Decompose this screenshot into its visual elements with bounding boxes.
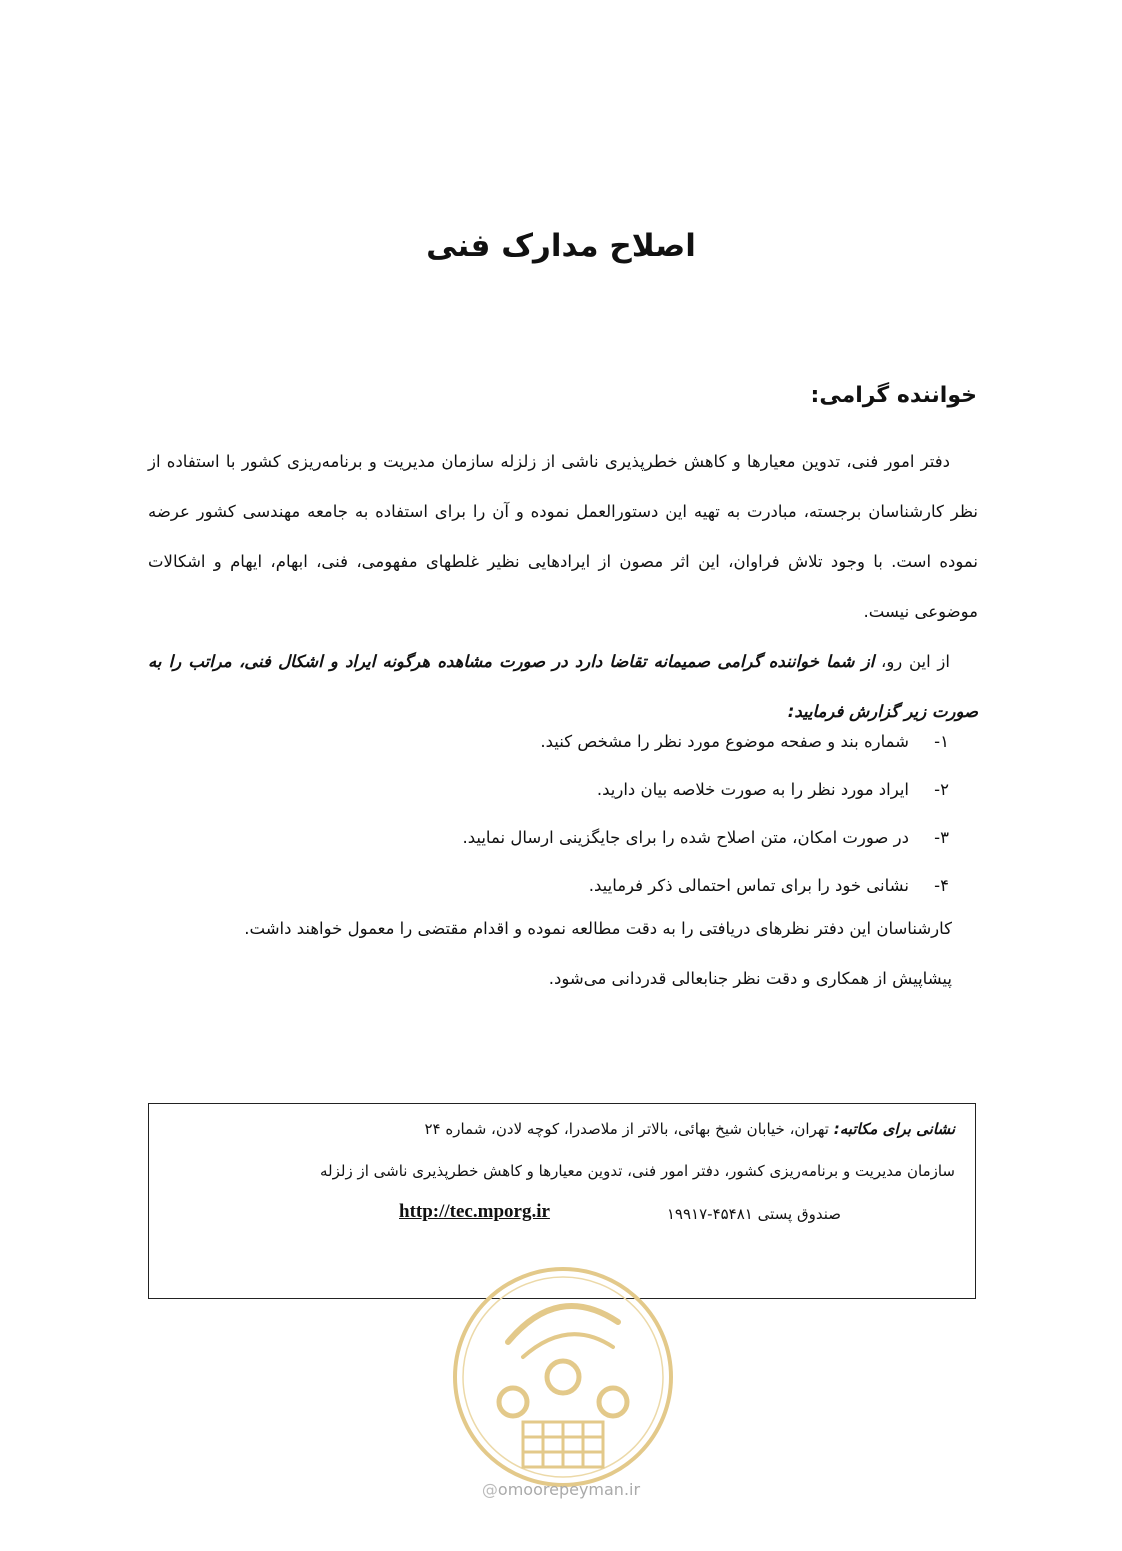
watermark-text [0,1480,1122,1499]
list-item [197,814,977,862]
list-item [197,718,977,766]
list-item-text: ایراد مورد نظر را به صورت خلاصه بیان دارید. [596,780,909,799]
watermark-site: omoorepeyman.ir [497,1480,641,1499]
page-title: اصلاح مدارک فنی [426,228,696,264]
instructions-list [197,718,977,910]
body-text [148,437,978,737]
list-item-number: ۲- [934,780,949,799]
website-link[interactable]: http://tec.mporg.ir [399,1201,550,1222]
list-item-text: در صورت امکان، متن اصلاح شده را برای جایگزینی ارسال نمایید. [462,828,909,847]
address-label: نشانی برای مکاتبه: [833,1120,955,1138]
closing-text [244,904,952,1004]
list-item-number: ۴- [934,876,949,895]
paragraph-intro: دفتر امور فنی، تدوین معیارها و کاهش خطرپذیری ناشی از زلزله سازمان مدیریت و برنامه‌ریزی کشور با استفاده از نظر کارشناسان برجسته، مبادرت به تهیه این دستورالعمل نموده و آن را برای استفاده به جامعه مهندسی کشور عرضه نموده است. با وجود تلاش فراوان، این اثر مصون از ایرادهایی نظیر غلطهای مفهومی، فنی، ابهام، ایهام و اشکالات موضوعی نیست. [148,452,978,621]
watermark-logo-icon [448,1262,678,1492]
address-street-line [424,1120,955,1138]
po-box: صندوق پستی ۴۵۴۸۱-۱۹۹۱۷ [666,1205,841,1223]
list-item [197,766,977,814]
list-item-number: ۱- [934,732,949,751]
closing-line-thanks: پیشاپیش از همکاری و دقت نظر جنابعالی قدردانی می‌شود. [548,969,952,988]
at-sign-icon: @ [481,1480,498,1499]
address-street: تهران، خیابان شیخ بهائی، بالاتر از ملاصدرا، کوچه لادن، شماره ۲۴ [424,1120,829,1138]
list-item [197,862,977,910]
request-emphasis: از شما خواننده گرامی صمیمانه تقاضا دارد در صورت مشاهده هرگونه ایراد و اشکال فنی، مراتب را به صورت زیر گزارش فرمایید: [148,652,978,721]
salutation: خواننده گرامی: [810,383,977,408]
request-lead: از این رو، [881,652,950,671]
closing-line-review: کارشناسان این دفتر نظرهای دریافتی را به دقت مطالعه نموده و اقدام مقتضی را معمول خواهند داشت. [244,919,952,938]
list-item-number: ۳- [934,828,949,847]
address-organization: سازمان مدیریت و برنامه‌ریزی کشور، دفتر امور فنی، تدوین معیارها و کاهش خطرپذیری ناشی از زلزله [320,1162,955,1180]
list-item-text: شماره بند و صفحه موضوع مورد نظر را مشخص کنید. [540,732,909,751]
list-item-text: نشانی خود را برای تماس احتمالی ذکر فرمایید. [588,876,909,895]
